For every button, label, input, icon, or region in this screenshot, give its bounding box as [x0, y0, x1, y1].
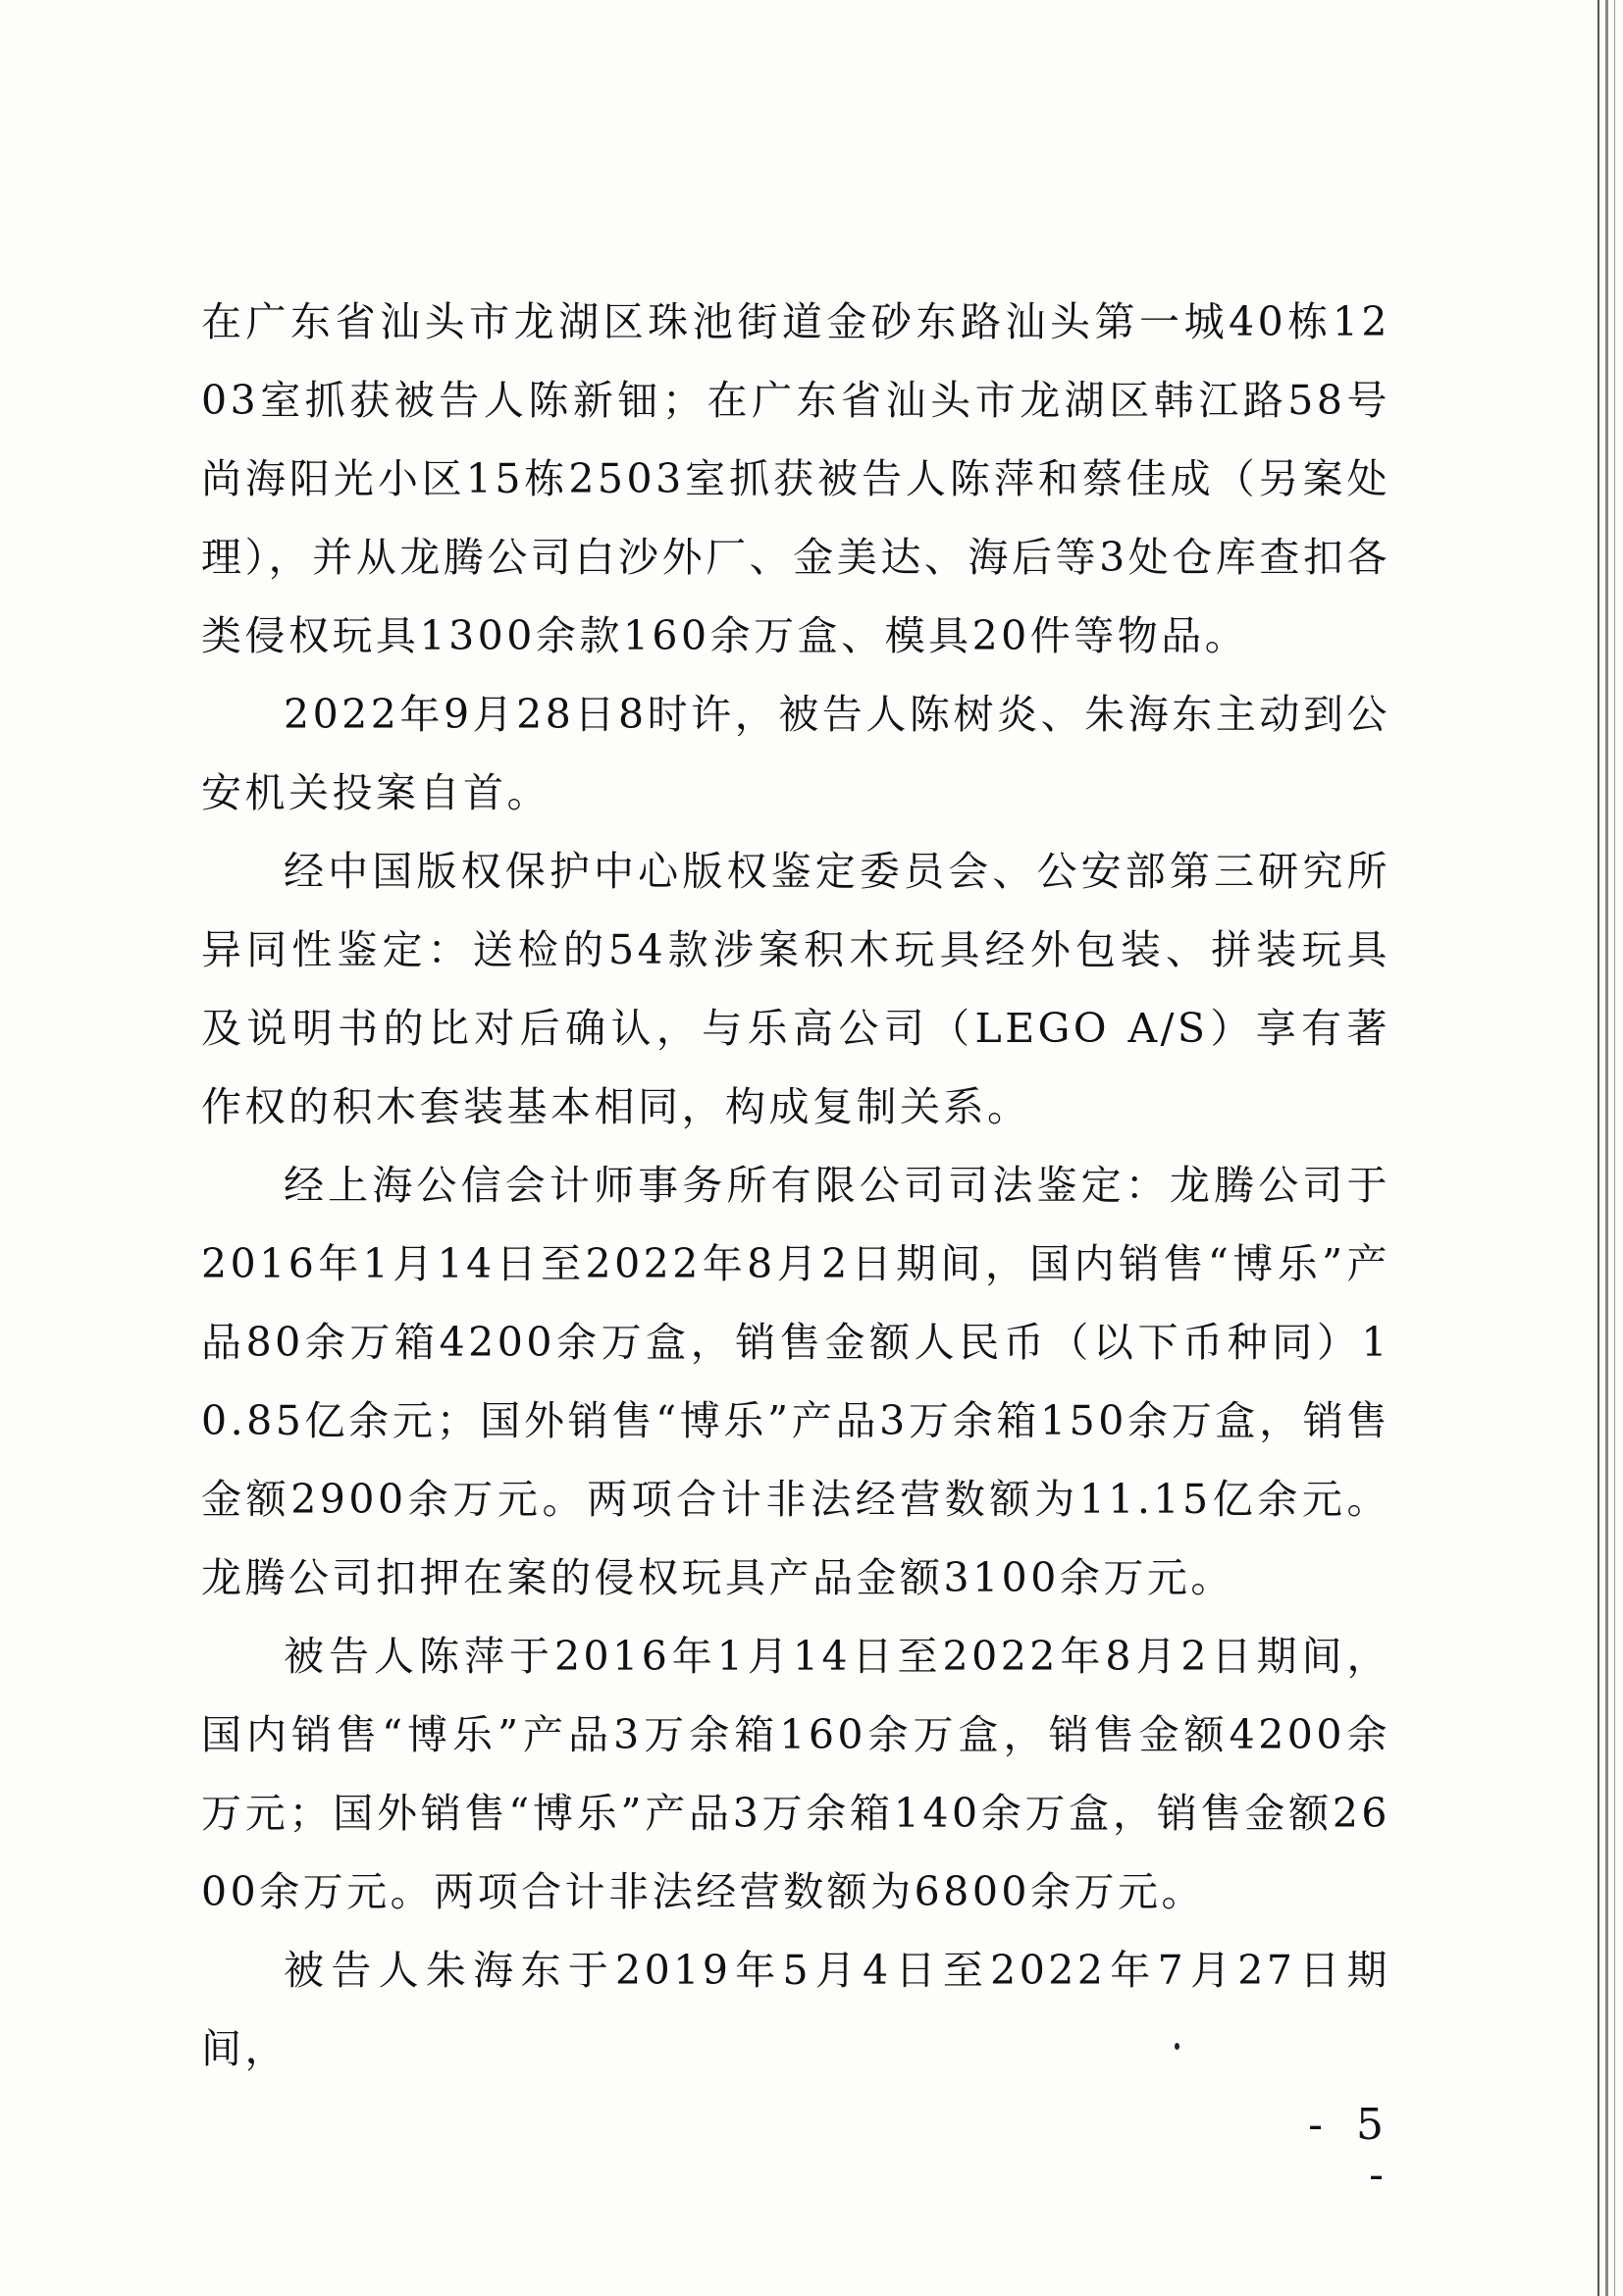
paragraph-zhu-haidong: 被告人朱海东于2019年5月4日至2022年7月27日期间，: [201, 1947, 1390, 2072]
scan-edge-line: [1614, 0, 1615, 2296]
paragraph-accounting-appraisal: 经上海公信会计师事务所有限公司司法鉴定：龙腾公司于2016年1月14日至2022年8月2日期间，国内销售“博乐”产品80余万箱4200余万盒，销售金额人民币（以下币种同）10.85亿余元；国外销售“博乐”产品3万余箱150余万盒，销售金额2900余万元。两项合计非法经营数额为11.15亿余元。龙腾公司扣押在案的侵权玩具产品金额3100余万元。: [201, 1162, 1390, 1601]
scan-edge-line: [1597, 0, 1599, 2296]
scan-edge-line: [1605, 0, 1608, 2296]
paragraph-chen-ping-sales: 被告人陈萍于2016年1月14日至2022年8月2日期间，国内销售“博乐”产品3万余箱160余万盒，销售金额4200余万元；国外销售“博乐”产品3万余箱140余万盒，销售金额2600余万元。两项合计非法经营数额为6800余万元。: [201, 1633, 1390, 1915]
paragraph-surrender: 2022年9月28日8时许，被告人陈树炎、朱海东主动到公安机关投案自首。: [201, 691, 1390, 816]
paragraph-copyright-appraisal: 经中国版权保护中心版权鉴定委员会、公安部第三研究所异同性鉴定：送检的54款涉案积木玩具经外包装、拼装玩具及说明书的比对后确认，与乐高公司（LEGO A/S）享有著作权的积木套装基本相同，构成复制关系。: [201, 848, 1390, 1130]
scan-speck: [1175, 2043, 1179, 2050]
paragraph-continuation: 在广东省汕头市龙湖区珠池街道金砂东路汕头第一城40栋1203室抓获被告人陈新钿；在广东省汕头市龙湖区韩江路58号尚海阳光小区15栋2503室抓获被告人陈萍和蔡佳成（另案处理），并从龙腾公司白沙外厂、金美达、海后等3处仓库查扣各类侵权玩具1300余款160余万盒、模具20件等物品。: [201, 298, 1390, 659]
body-text: [201, 283, 1390, 2088]
page-number: - 5 -: [1308, 2100, 1393, 2200]
